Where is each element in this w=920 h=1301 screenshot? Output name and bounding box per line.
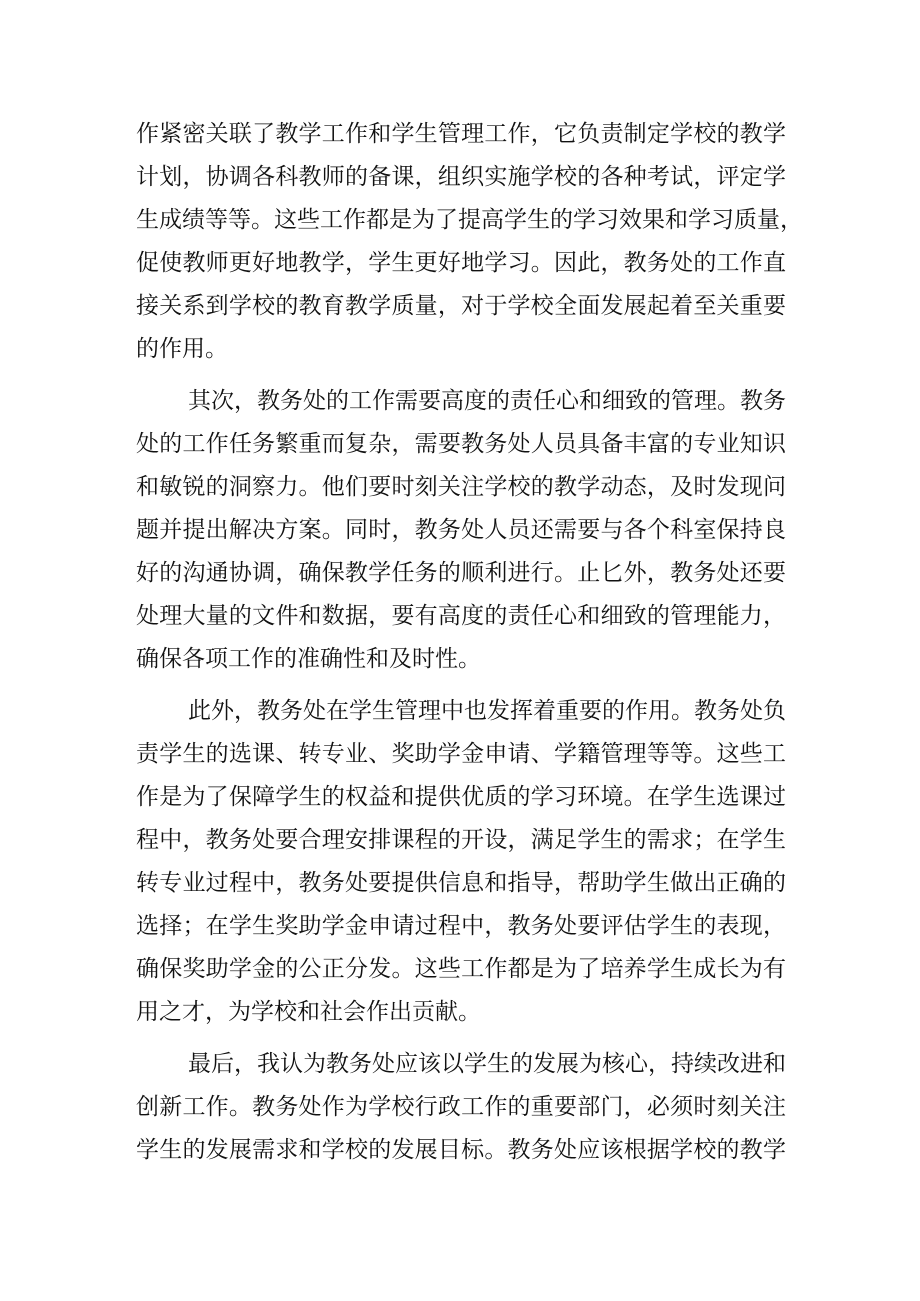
paragraph-line: 处理大量的文件和数据，要有高度的责任心和细致的管理能力， (136, 603, 786, 629)
paragraph-line: 创新工作。教务处作为学校行政工作的重要部门，必须时刻关注 (136, 1094, 786, 1120)
paragraph-line: 确保各项工作的准确性和及时性。 (136, 646, 481, 672)
paragraph-line: 作紧密关联了教学工作和学生管理工作，它负责制定学校的教学 (136, 121, 786, 147)
paragraph-line: 处的工作任务繁重而复杂，需要教务处人员具备丰富的专业知识 (136, 431, 786, 457)
paragraph-spacer (136, 371, 786, 380)
paragraph-line: 学生的发展需求和学校的发展目标。教务处应该根据学校的教学 (136, 1137, 786, 1163)
paragraph-line: 程中，教务处要合理安排课程的开设，满足学生的需求；在学生 (136, 827, 786, 853)
paragraph-line: 促使教师更好地教学，学生更好地学习。因此，教务处的工作直 (136, 250, 786, 276)
paragraph-line: 好的沟通协调，确保教学任务的顺利进行。止匕外，教务处还要 (136, 560, 786, 586)
paragraph-line: 和敏锐的洞察力。他们要时刻关注学校的教学动态，及时发现问 (136, 474, 786, 500)
paragraph-line: 责学生的选课、转专业、奖助学金申请、学籍管理等等。这些工 (136, 741, 786, 767)
paragraph-1 (136, 113, 803, 371)
paragraph-2 (136, 380, 786, 681)
paragraph-line: 其次，教务处的工作需要高度的责任心和细致的管理。教务 (188, 388, 786, 414)
paragraph-line: 选择；在学生奖助学金申请过程中，教务处要评估学生的表现， (136, 913, 786, 939)
paragraph-line: 最后，我认为教务处应该以学生的发展为核心，持续改进和 (188, 1051, 786, 1077)
paragraph-line: 此外，教务处在学生管理中也发挥着重要的作用。教务处负 (188, 698, 786, 724)
paragraph-4 (136, 1043, 786, 1172)
document-body (136, 113, 803, 1172)
paragraph-line: 题并提出解决方案。同时，教务处人员还需要与各个科室保持良 (136, 517, 786, 543)
paragraph-line: 用之才，为学校和社会作出贡献。 (136, 999, 481, 1025)
paragraph-line: 计划，协调各科教师的备课，组织实施学校的各种考试，评定学 (136, 164, 786, 190)
paragraph-3 (136, 690, 786, 1034)
paragraph-line: 确保奖助学金的公正分发。这些工作都是为了培养学生成长为有 (136, 956, 786, 982)
paragraph-line: 作是为了保障学生的权益和提供优质的学习环境。在学生选课过 (136, 784, 786, 810)
paragraph-line: 转专业过程中，教务处要提供信息和指导，帮助学生做出正确的 (136, 870, 786, 896)
paragraph-line: 的作用。 (136, 336, 228, 362)
paragraph-line: 接关系到学校的教育教学质量，对于学校全面发展起着至关重要 (136, 293, 786, 319)
paragraph-spacer (136, 1034, 786, 1043)
paragraph-spacer (136, 681, 786, 690)
paragraph-line: 生成绩等等。这些工作都是为了提高学生的学习效果和学习质量， (136, 207, 803, 233)
